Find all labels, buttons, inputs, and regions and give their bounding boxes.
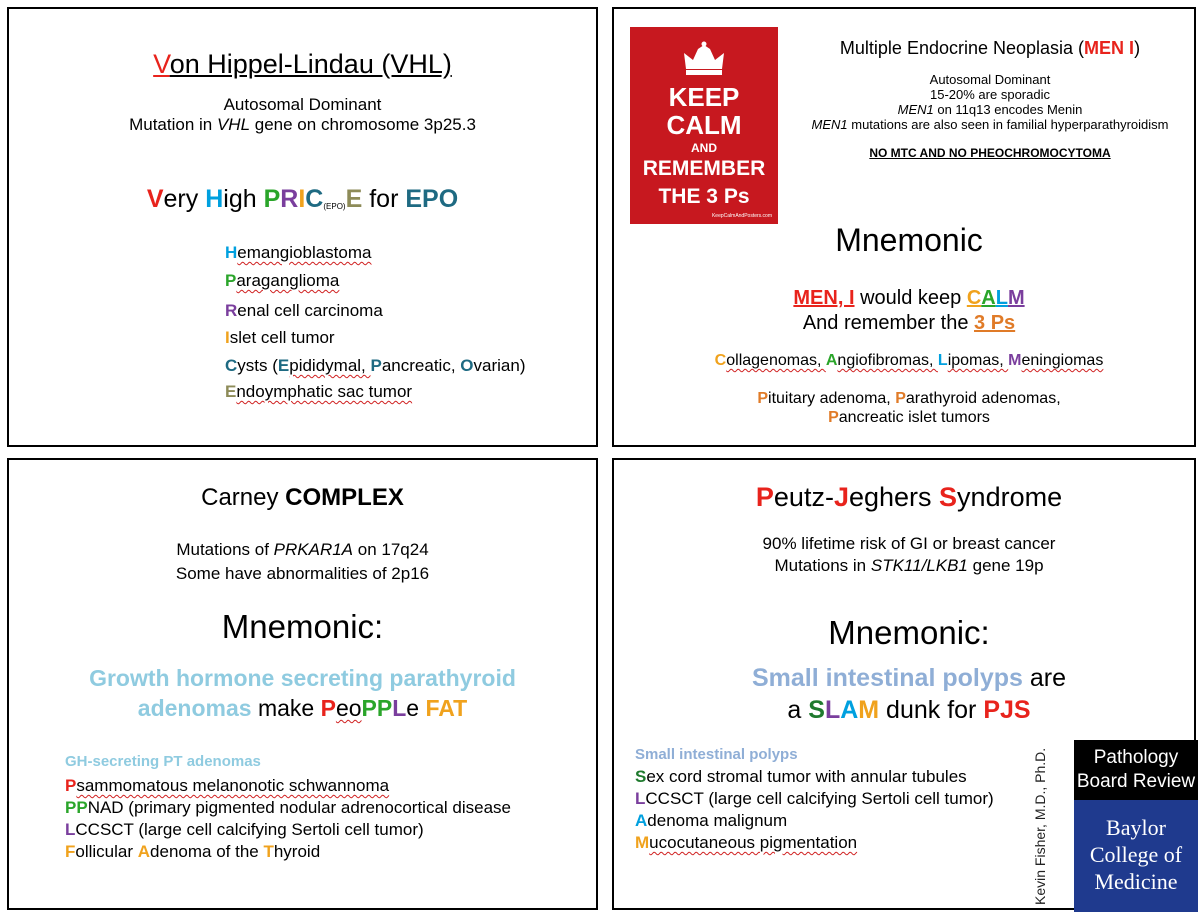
pjs-item-lccsct: LCCSCT (large cell calcifying Sertoli cell tumor) bbox=[635, 789, 994, 808]
carney-mnemonic-heading: Mnemonic: bbox=[221, 608, 384, 645]
poster-3ps: THE 3 Ps bbox=[658, 185, 750, 208]
vhl-mnemonic: Very High $PRIC_{(EPO)}E$ for EPO bbox=[146, 185, 459, 213]
vhl-mutation: Mutation in VHL gene on chromosome 3p25.3 bbox=[129, 115, 476, 134]
carney-item-lccsct: LCCSCT (large cell calcifying Sertoli cell tumor) bbox=[65, 820, 424, 839]
pjs-risk: 90% lifetime risk of GI or breast cancer bbox=[762, 534, 1056, 553]
men1-mnemonic-line1: MEN, I would keep CALM bbox=[793, 287, 1025, 309]
carney-mutation: Mutations of PRKAR1A on 17q24 bbox=[176, 540, 429, 559]
pjs-item-adenoma: Adenoma malignum bbox=[635, 811, 788, 830]
vhl-item-paraganglioma: Paraganglioma bbox=[225, 271, 340, 290]
carney-abnormalities: Some have abnormalities of 2p16 bbox=[175, 564, 430, 583]
vhl-item-cysts: Cysts (Epididymal, Pancreatic, Ovarian) bbox=[225, 356, 526, 375]
pathology-board-review-badge: Pathology Board Review bbox=[1074, 740, 1198, 800]
pjs-item-mucocutaneous: Mucocutaneous pigmentation bbox=[635, 833, 858, 852]
carney-title: Carney COMPLEX bbox=[201, 484, 404, 511]
men1-ps-list-1: Pituitary adenoma, Parathyroid adenomas, bbox=[757, 390, 1061, 407]
pjs-mutation: Mutations in STK11/LKB1 gene 19p bbox=[774, 556, 1044, 575]
men1-calm-list: Collagenomas, Angiofibromas, Lipomas, Meningiomas bbox=[714, 352, 1104, 369]
carney-item-follicular: Follicular Adenoma of the Thyroid bbox=[65, 842, 321, 861]
pjs-mnemonic-line2: a SLAM dunk for PJS bbox=[787, 696, 1031, 724]
crown-icon bbox=[682, 41, 726, 77]
carney-item-psammomatous: Psammomatous melanonotic schwannoma bbox=[65, 776, 390, 795]
vhl-item-islet: Islet cell tumor bbox=[225, 328, 335, 347]
vhl-item-renal: Renal cell carcinoma bbox=[225, 301, 383, 320]
vhl-inheritance: Autosomal Dominant bbox=[223, 95, 382, 114]
men1-note: NO MTC AND NO PHEOCHROMOCYTOMA bbox=[869, 146, 1111, 160]
pjs-mnemonic-line1: Small intestinal polyps are bbox=[752, 664, 1066, 692]
men1-info: Autosomal Dominant 15-20% are sporadic MEN1 on 11q13 encodes Menin MEN1 mutations are also seen in familial hyperparathyroidism bbox=[811, 72, 1169, 132]
vhl-item-endolymphatic: Endoymphatic sac tumor bbox=[225, 382, 413, 401]
poster-keep: KEEP bbox=[668, 82, 740, 112]
vhl-title: Von Hippel-Lindau (VHL) bbox=[153, 49, 452, 79]
author-credit: Kevin Fisher, M.D., Ph.D. bbox=[1032, 747, 1048, 905]
vhl-item-hemangioblastoma: Hemangioblastoma bbox=[225, 243, 372, 262]
carney-mnemonic-line1: Growth hormone secreting parathyroid bbox=[89, 665, 516, 691]
pjs-title: Peutz-Jeghers Syndrome bbox=[755, 482, 1063, 512]
poster-and: AND bbox=[691, 141, 717, 155]
men1-ps-list-2: Pancreatic islet tumors bbox=[828, 409, 990, 426]
pjs-list-heading: Small intestinal polyps bbox=[635, 746, 798, 763]
carney-panel bbox=[7, 458, 598, 910]
men1-title: Multiple Endocrine Neoplasia (MEN I) bbox=[839, 38, 1141, 58]
carney-item-ppnad: PPNAD (primary pigmented nodular adrenocortical disease bbox=[65, 798, 512, 817]
men1-mnemonic-heading: Mnemonic bbox=[835, 222, 983, 258]
keep-calm-poster bbox=[630, 27, 778, 224]
pjs-mnemonic-heading: Mnemonic: bbox=[828, 614, 990, 651]
pjs-item-sex-cord: Sex cord stromal tumor with annular tubules bbox=[635, 767, 967, 786]
poster-remember: REMEMBER bbox=[642, 157, 766, 180]
poster-calm: CALM bbox=[666, 110, 742, 140]
poster-credit: KeepCalmAndPosters.com bbox=[711, 213, 772, 219]
carney-list-heading: GH-secreting PT adenomas bbox=[65, 753, 261, 770]
carney-mnemonic-line2: adenomas make PeoPPLe FAT bbox=[137, 695, 468, 721]
vhl-panel bbox=[7, 7, 598, 447]
men1-mnemonic-line2: And remember the 3 Ps bbox=[802, 312, 1016, 334]
baylor-logo: Baylor College of Medicine bbox=[1074, 800, 1198, 912]
